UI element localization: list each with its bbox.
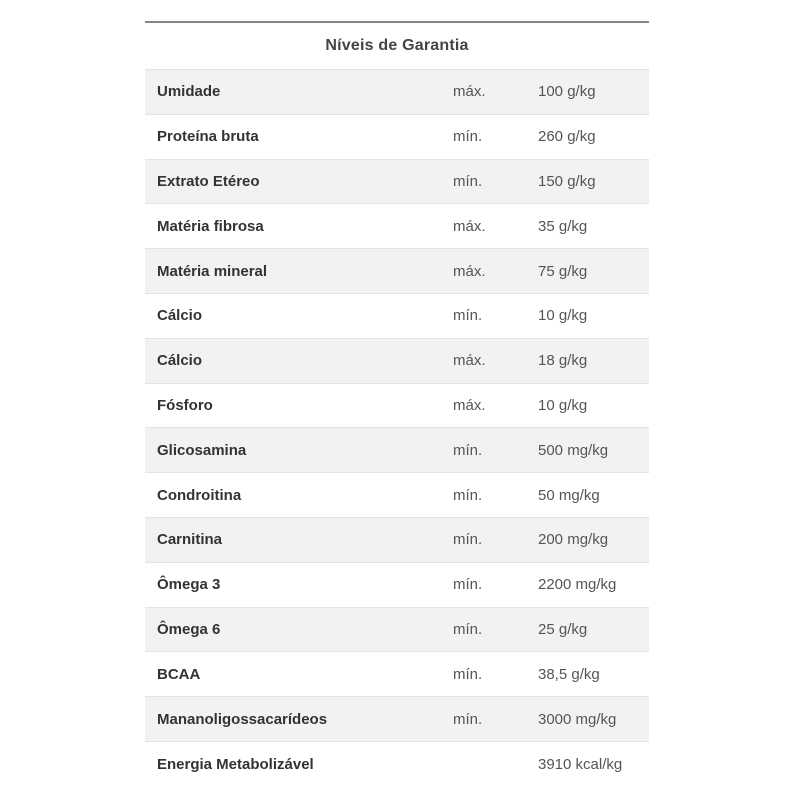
limit-type: mín. bbox=[453, 428, 538, 473]
table-row bbox=[145, 338, 649, 383]
nutrient-name: Ômega 6 bbox=[145, 607, 453, 652]
nutrient-name: Umidade bbox=[145, 70, 453, 115]
table-row bbox=[145, 697, 649, 742]
limit-type: máx. bbox=[453, 70, 538, 115]
nutrient-name: Matéria fibrosa bbox=[145, 204, 453, 249]
table-row bbox=[145, 428, 649, 473]
nutrient-value: 3000 mg/kg bbox=[538, 697, 649, 742]
limit-type: mín. bbox=[453, 562, 538, 607]
table-row bbox=[145, 607, 649, 652]
nutrient-value: 10 g/kg bbox=[538, 383, 649, 428]
nutrient-name: Carnitina bbox=[145, 517, 453, 562]
nutrient-name: Fósforo bbox=[145, 383, 453, 428]
nutrient-name: Cálcio bbox=[145, 293, 453, 338]
nutrient-value: 10 g/kg bbox=[538, 293, 649, 338]
table-row bbox=[145, 70, 649, 115]
limit-type: mín. bbox=[453, 517, 538, 562]
nutrient-value: 38,5 g/kg bbox=[538, 652, 649, 697]
nutrient-name: Extrato Etéreo bbox=[145, 159, 453, 204]
nutrient-name: Proteína bruta bbox=[145, 114, 453, 159]
limit-type: máx. bbox=[453, 383, 538, 428]
nutrient-value: 75 g/kg bbox=[538, 249, 649, 294]
limit-type: mín. bbox=[453, 473, 538, 518]
nutrient-value: 35 g/kg bbox=[538, 204, 649, 249]
table-body bbox=[145, 70, 649, 787]
nutrient-value: 25 g/kg bbox=[538, 607, 649, 652]
limit-type: mín. bbox=[453, 652, 538, 697]
guarantee-levels-panel bbox=[145, 21, 649, 786]
limit-type: mín. bbox=[453, 114, 538, 159]
nutrient-name: Matéria mineral bbox=[145, 249, 453, 294]
limit-type: máx. bbox=[453, 338, 538, 383]
nutrient-value: 200 mg/kg bbox=[538, 517, 649, 562]
nutrient-name: Glicosamina bbox=[145, 428, 453, 473]
table-row bbox=[145, 249, 649, 294]
limit-type: mín. bbox=[453, 607, 538, 652]
table-row bbox=[145, 293, 649, 338]
limit-type: máx. bbox=[453, 204, 538, 249]
nutrient-name: Mananoligossacarídeos bbox=[145, 697, 453, 742]
table-title: Níveis de Garantia bbox=[325, 37, 469, 54]
nutrient-name: Condroitina bbox=[145, 473, 453, 518]
nutrient-name: Cálcio bbox=[145, 338, 453, 383]
limit-type: mín. bbox=[453, 697, 538, 742]
table-row bbox=[145, 562, 649, 607]
limit-type: mín. bbox=[453, 293, 538, 338]
nutrient-value: 100 g/kg bbox=[538, 70, 649, 115]
nutrient-value: 150 g/kg bbox=[538, 159, 649, 204]
nutrient-name: Energia Metabolizável bbox=[145, 741, 453, 786]
nutrient-value: 260 g/kg bbox=[538, 114, 649, 159]
limit-type: máx. bbox=[453, 249, 538, 294]
limit-type: mín. bbox=[453, 159, 538, 204]
table-row bbox=[145, 652, 649, 697]
table-row bbox=[145, 204, 649, 249]
nutrient-name: BCAA bbox=[145, 652, 453, 697]
limit-type bbox=[453, 741, 538, 786]
table-row bbox=[145, 741, 649, 786]
nutrient-value: 18 g/kg bbox=[538, 338, 649, 383]
nutrient-value: 50 mg/kg bbox=[538, 473, 649, 518]
nutrient-value: 2200 mg/kg bbox=[538, 562, 649, 607]
guarantee-table bbox=[145, 69, 649, 786]
table-row bbox=[145, 114, 649, 159]
table-row bbox=[145, 473, 649, 518]
nutrient-name: Ômega 3 bbox=[145, 562, 453, 607]
table-row bbox=[145, 383, 649, 428]
nutrient-value: 500 mg/kg bbox=[538, 428, 649, 473]
table-row bbox=[145, 517, 649, 562]
table-row bbox=[145, 159, 649, 204]
nutrient-value: 3910 kcal/kg bbox=[538, 741, 649, 786]
